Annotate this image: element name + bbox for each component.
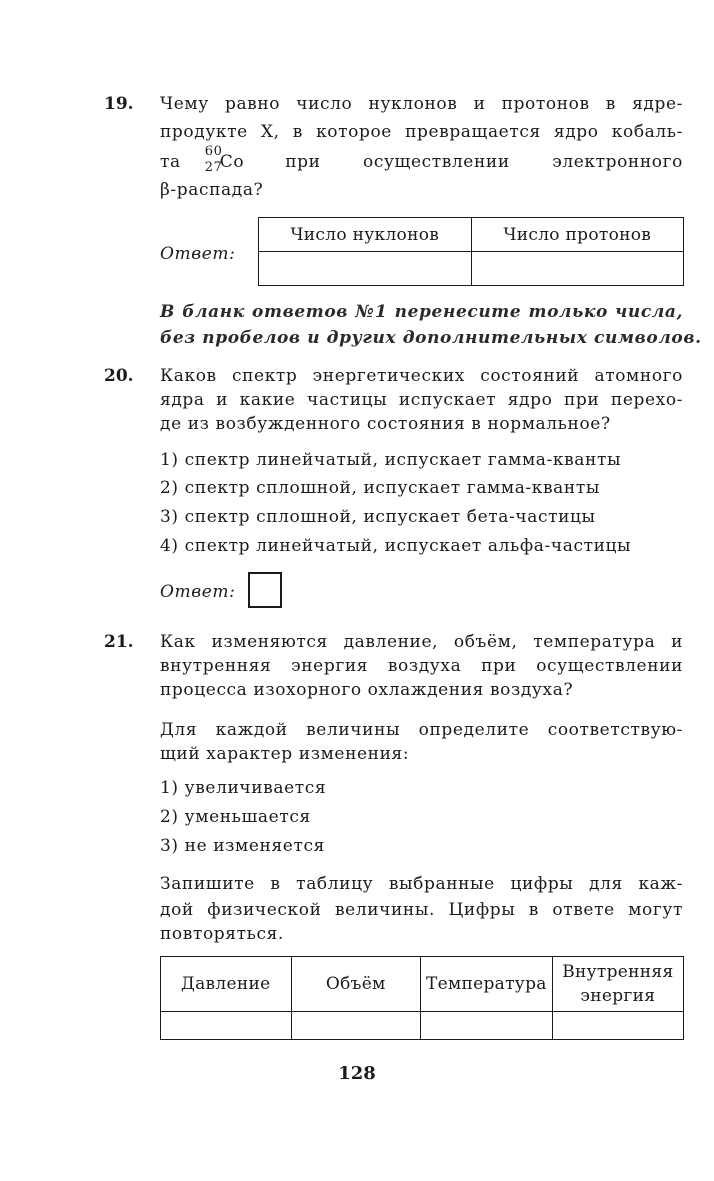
question-19-line-3 [160, 144, 683, 176]
question-21-line-2: внутренняя энергия воздуха при осуществлении [160, 656, 683, 676]
question-19-line-2: продукте X, в которое превращается ядро кобаль- [160, 122, 683, 142]
isotope-charge-number: 27 [204, 160, 223, 175]
question-20-option-1: 1) спектр линейчатый, испускает гамма-кванты [160, 450, 622, 470]
question-19-word-elektronnogo: электронного [552, 152, 683, 172]
answer-cell-protons[interactable] [471, 252, 684, 286]
question-19-number: 19. [104, 94, 134, 114]
question-20-answer-label: Ответ: [160, 582, 236, 602]
question-21-line-3: процесса изохорного охлаждения воздуха? [160, 680, 574, 700]
question-19-line-4: β-распада? [160, 180, 264, 200]
answer-cell-nucleons[interactable] [259, 252, 472, 286]
header-pressure: Давление [161, 957, 292, 1012]
question-21-write-line-2: дой физической величины. Цифры в ответе могут [160, 900, 683, 920]
isotope-mass-number: 60 [204, 144, 223, 159]
question-20-option-4: 4) спектр линейчатый, испускает альфа-частицы [160, 536, 632, 556]
question-20-option-2: 2) спектр сплошной, испускает гамма-кванты [160, 478, 600, 498]
question-19-line-3-start: та [160, 152, 181, 172]
answer-cell-pressure[interactable] [161, 1012, 292, 1040]
header-internal-energy: Внутренняя энергия [552, 957, 683, 1012]
question-20-line-1: Каков спектр энергетических состояний атомного [160, 366, 683, 386]
question-21-option-1: 1) увеличивается [160, 778, 327, 798]
question-21-write-line-3: повторяться. [160, 924, 284, 944]
question-19-line-1: Чему равно число нуклонов и протонов в ядре- [160, 94, 683, 114]
answer-cell-temperature[interactable] [421, 1012, 553, 1040]
question-19-answer-table [258, 217, 684, 286]
header-temperature: Температура [421, 957, 553, 1012]
answer-sheet-note-line-2: без пробелов и других дополнительных символов. [160, 328, 702, 348]
question-19-answer-label: Ответ: [160, 244, 236, 264]
question-21-option-2: 2) уменьшается [160, 807, 311, 827]
question-20-option-3: 3) спектр сплошной, испускает бета-частицы [160, 507, 596, 527]
question-21-option-3: 3) не изменяется [160, 836, 325, 856]
answer-sheet-note-line-1: В бланк ответов №1 перенесите только числа, [160, 302, 683, 322]
header-protons: Число протонов [471, 218, 684, 252]
question-21-instruction-line-1: Для каждой величины определите соответствую- [160, 720, 683, 740]
question-21-write-line-1: Запишите в таблицу выбранные цифры для каж- [160, 874, 683, 894]
question-20-line-3: де из возбужденного состояния в нормальное? [160, 414, 611, 434]
cobalt-isotope [201, 144, 245, 176]
page-number: 128 [338, 1063, 376, 1084]
answer-cell-volume[interactable] [291, 1012, 421, 1040]
question-20-answer-box[interactable] [248, 572, 282, 608]
question-21-number: 21. [104, 632, 134, 652]
question-20-number: 20. [104, 366, 134, 386]
question-21-answer-table [160, 956, 684, 1040]
question-20-line-2: ядра и какие частицы испускает ядро при перехо- [160, 390, 683, 410]
question-21-instruction-line-2: щий характер изменения: [160, 744, 410, 764]
question-19-word-osushchestvlenii: осуществлении [362, 152, 510, 172]
question-19-word-pri: при [285, 152, 321, 172]
answer-cell-internal-energy[interactable] [552, 1012, 683, 1040]
header-nucleons: Число нуклонов [259, 218, 472, 252]
header-volume: Объём [291, 957, 421, 1012]
question-21-line-1: Как изменяются давление, объём, температура и [160, 632, 683, 652]
isotope-symbol: Co [219, 152, 245, 172]
